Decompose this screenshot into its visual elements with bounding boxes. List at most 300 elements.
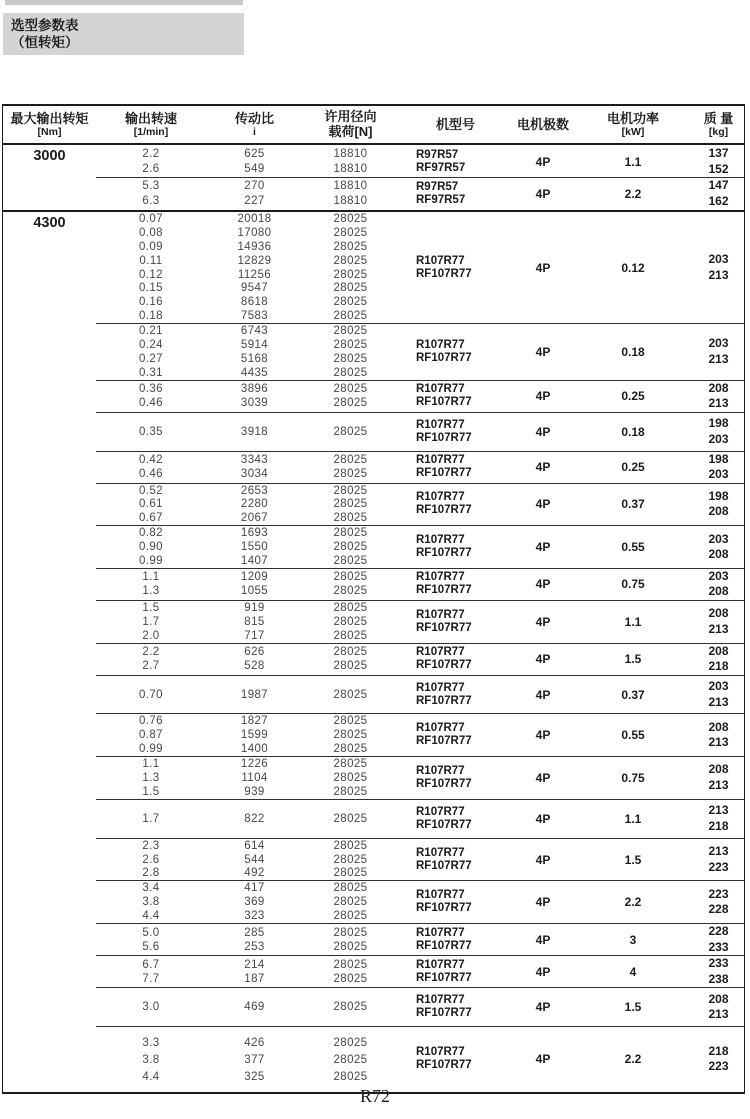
mass-line: 198 — [708, 488, 729, 503]
ratio-value: 369 — [244, 896, 265, 909]
model-line: R107R77 — [416, 889, 465, 902]
table-row — [96, 295, 398, 309]
load-value: 28025 — [333, 498, 368, 511]
ratio-value: 614 — [244, 839, 265, 852]
table-row — [96, 571, 398, 585]
load-value: 28025 — [333, 812, 368, 825]
table-row — [96, 324, 398, 338]
table-row — [96, 785, 398, 799]
speed-value: 0.90 — [139, 541, 163, 554]
model-line: RF107R77 — [416, 351, 472, 364]
table-row — [96, 162, 398, 177]
mass-line: 203 — [708, 467, 729, 482]
poles-value: 4P — [535, 770, 551, 785]
table-block — [96, 1026, 744, 1092]
table-row — [96, 178, 398, 193]
speed-ratio-load-rows — [96, 757, 398, 799]
speed-ratio-load-rows — [96, 958, 398, 986]
power-value: 0.18 — [621, 424, 645, 439]
table-block — [96, 380, 744, 412]
model-name — [398, 383, 513, 409]
speed-value: 2.2 — [142, 147, 160, 160]
table-row — [96, 1052, 398, 1069]
speed-value: 5.3 — [142, 179, 160, 192]
table-row — [96, 226, 398, 240]
table-row — [96, 1035, 398, 1052]
model-line: R107R77 — [416, 764, 465, 777]
model-name — [398, 959, 513, 985]
table-row — [96, 352, 398, 366]
ratio-value: 227 — [244, 195, 265, 208]
model-line: RF107R77 — [416, 659, 472, 672]
ratio-value: 12829 — [237, 254, 272, 267]
load-value: 28025 — [333, 743, 368, 756]
speed-value: 2.7 — [142, 660, 160, 673]
ratio-value: 815 — [244, 615, 265, 628]
ratio-value: 2280 — [240, 498, 269, 511]
model-name — [398, 646, 513, 672]
power-value: 0.25 — [621, 460, 645, 475]
block-info — [398, 452, 744, 483]
poles-value: 4P — [535, 728, 551, 743]
table-block — [96, 987, 744, 1026]
block-info — [398, 803, 744, 834]
table-block — [96, 483, 744, 526]
mass-line: 228 — [708, 924, 729, 939]
table-row — [96, 629, 398, 643]
table-block — [96, 146, 744, 177]
power-value: 0.25 — [621, 389, 645, 404]
mass-line: 218 — [708, 818, 729, 833]
table-row — [96, 146, 398, 161]
ratio-value: 8618 — [240, 296, 269, 309]
table-row — [96, 453, 398, 467]
mass-line: 213 — [708, 803, 729, 818]
load-value: 28025 — [333, 940, 368, 953]
poles-value: 4P — [535, 964, 551, 979]
ratio-value: 11256 — [237, 268, 272, 281]
ratio-value: 3034 — [240, 468, 269, 481]
table-block — [96, 675, 744, 714]
poles-value: 4P — [535, 424, 551, 439]
speed-value: 1.1 — [142, 571, 160, 584]
mass-value — [693, 679, 744, 710]
speed-value: 6.7 — [142, 958, 160, 971]
mass-line: 228 — [708, 902, 729, 917]
ratio-value: 1209 — [240, 571, 269, 584]
block-info — [398, 532, 744, 563]
speed-value: 0.42 — [139, 454, 163, 467]
speed-ratio-load-rows — [96, 926, 398, 954]
mass-line: 233 — [708, 956, 729, 971]
mass-line: 208 — [708, 719, 729, 734]
poles-value: 4P — [535, 540, 551, 555]
mass-line: 213 — [708, 777, 729, 792]
load-value: 28025 — [333, 212, 368, 225]
load-value: 28025 — [333, 366, 368, 379]
ratio-value: 625 — [244, 147, 265, 160]
ratio-value: 528 — [244, 660, 265, 673]
table-row — [96, 212, 398, 226]
speed-ratio-load-rows — [96, 178, 398, 208]
poles-value: 4P — [535, 687, 551, 702]
speed-value: 1.5 — [142, 601, 160, 614]
table-row — [96, 254, 398, 268]
table-row — [96, 615, 398, 629]
ratio-value: 3039 — [240, 397, 269, 410]
block-info — [398, 146, 744, 177]
model-line: RF107R77 — [416, 939, 472, 952]
table-block — [96, 600, 744, 643]
mass-value — [693, 452, 744, 483]
speed-ratio-load-rows — [96, 1027, 398, 1092]
mass-value — [693, 569, 744, 600]
ratio-value: 285 — [244, 926, 265, 939]
mass-value — [693, 803, 744, 834]
load-value: 28025 — [333, 484, 368, 497]
table-body — [3, 145, 744, 1092]
power-value: 0.75 — [621, 770, 645, 785]
ratio-value: 1400 — [240, 743, 269, 756]
model-line: R107R77 — [416, 846, 465, 859]
model-name — [398, 847, 513, 873]
load-value: 28025 — [333, 468, 368, 481]
speed-value: 1.7 — [142, 615, 160, 628]
power-value: 1.1 — [624, 811, 642, 826]
table-row — [96, 881, 398, 895]
block-info — [398, 569, 744, 600]
ratio-value: 1693 — [240, 527, 269, 540]
table-row — [96, 268, 398, 282]
table-row — [96, 909, 398, 923]
table-row — [96, 1069, 398, 1086]
page-number: R72 — [359, 1086, 390, 1106]
ratio-value: 717 — [244, 629, 265, 642]
speed-ratio-load-rows — [96, 676, 398, 714]
ratio-value: 492 — [244, 867, 265, 880]
model-line: RF107R77 — [416, 1059, 472, 1072]
model-line: R107R77 — [416, 958, 465, 971]
ratio-value: 1827 — [240, 715, 269, 728]
header-mass: 质 量 [kg] — [703, 110, 734, 138]
load-value: 28025 — [333, 896, 368, 909]
model-line: RF107R77 — [416, 694, 472, 707]
speed-value: 0.21 — [139, 325, 163, 338]
table-row — [96, 839, 398, 853]
load-value: 28025 — [333, 758, 368, 771]
speed-value: 6.3 — [142, 195, 160, 208]
load-value: 28025 — [333, 226, 368, 239]
mass-value — [693, 336, 744, 367]
load-value: 18810 — [333, 163, 368, 176]
speed-ratio-load-rows — [96, 382, 398, 410]
block-info — [398, 720, 744, 751]
poles-value: 4P — [535, 652, 551, 667]
speed-ratio-load-rows — [96, 324, 398, 380]
load-value: 28025 — [333, 771, 368, 784]
ratio-value: 2067 — [240, 512, 269, 525]
model-name — [398, 255, 513, 281]
table-row — [96, 511, 398, 525]
mass-line: 218 — [708, 659, 729, 674]
speed-ratio-load-rows — [96, 453, 398, 481]
model-name — [398, 994, 513, 1020]
poles-value: 4P — [535, 460, 551, 475]
top-rule — [5, 0, 243, 5]
torque-value: 3000 — [33, 148, 66, 164]
model-name — [398, 339, 513, 365]
ratio-value: 20018 — [237, 212, 272, 225]
mass-line: 203 — [708, 252, 729, 267]
mass-line: 152 — [708, 161, 729, 176]
model-line: RF107R77 — [416, 902, 472, 915]
table-row — [96, 540, 398, 554]
table-row — [96, 366, 398, 380]
model-line: RF107R77 — [416, 971, 472, 984]
speed-value: 0.46 — [139, 397, 163, 410]
mass-value — [693, 992, 744, 1023]
speed-value: 0.67 — [139, 512, 163, 525]
mass-line: 223 — [708, 859, 729, 874]
load-value: 28025 — [333, 853, 368, 866]
mass-value — [693, 252, 744, 283]
speed-value: 4.4 — [142, 910, 160, 923]
mass-line: 203 — [708, 531, 729, 546]
section-tag — [3, 13, 244, 55]
block-info — [398, 762, 744, 793]
mass-line: 213 — [708, 621, 729, 636]
mass-value — [693, 532, 744, 563]
mass-line: 213 — [708, 735, 729, 750]
power-value: 2.2 — [624, 186, 642, 201]
speed-ratio-load-rows — [96, 526, 398, 568]
power-value: 0.75 — [621, 577, 645, 592]
load-value: 28025 — [333, 729, 368, 742]
model-line: R107R77 — [416, 254, 465, 267]
load-value: 28025 — [333, 972, 368, 985]
load-value: 18810 — [333, 195, 368, 208]
mass-line: 208 — [708, 643, 729, 658]
model-line: RF107R77 — [416, 267, 472, 280]
model-name — [398, 889, 513, 915]
block-info — [398, 1044, 744, 1075]
speed-value: 0.07 — [139, 212, 163, 225]
power-value: 0.55 — [621, 540, 645, 555]
speed-value: 0.11 — [139, 254, 163, 267]
table-row — [96, 645, 398, 659]
speed-value: 3.4 — [142, 882, 160, 895]
poles-value: 4P — [535, 186, 551, 201]
mass-line: 208 — [708, 380, 729, 395]
mass-value — [693, 644, 744, 675]
table-block — [96, 955, 744, 987]
model-line: RF107R77 — [416, 467, 472, 480]
load-value: 28025 — [333, 541, 368, 554]
block-info — [398, 924, 744, 955]
block-info — [398, 992, 744, 1023]
model-line: RF107R77 — [416, 859, 472, 872]
load-value: 28025 — [333, 397, 368, 410]
block-info — [398, 887, 744, 918]
table-block — [96, 177, 744, 209]
table-block — [96, 412, 744, 451]
model-name — [398, 571, 513, 597]
speed-value: 7.7 — [142, 972, 160, 985]
load-value: 28025 — [333, 715, 368, 728]
table-row — [96, 497, 398, 511]
load-value: 28025 — [333, 910, 368, 923]
load-value: 28025 — [333, 1001, 368, 1013]
table-row — [96, 554, 398, 568]
speed-ratio-load-rows — [96, 484, 398, 526]
tag-title: 选型参数表 — [11, 18, 79, 33]
ratio-value: 9547 — [240, 282, 269, 295]
ratio-value: 939 — [244, 785, 265, 798]
table-block — [96, 880, 744, 923]
model-line: RF107R77 — [416, 818, 472, 831]
load-value: 28025 — [333, 867, 368, 880]
table-row — [96, 240, 398, 254]
poles-value: 4P — [535, 895, 551, 910]
poles-value: 4P — [535, 260, 551, 275]
ratio-value: 7583 — [240, 310, 269, 323]
power-value: 0.18 — [621, 344, 645, 359]
load-value: 28025 — [333, 882, 368, 895]
model-line: R107R77 — [416, 491, 465, 504]
model-line: R97R57 — [416, 180, 459, 193]
power-value: 1.5 — [624, 652, 642, 667]
mass-line: 208 — [708, 606, 729, 621]
model-line: RF107R77 — [416, 777, 472, 790]
mass-line: 203 — [708, 679, 729, 694]
speed-value: 0.24 — [139, 338, 163, 351]
ratio-value: 1104 — [241, 771, 268, 784]
speed-value: 5.0 — [142, 926, 160, 939]
mass-line: 213 — [708, 694, 729, 709]
speed-value: 0.15 — [139, 282, 163, 295]
table-section — [3, 210, 744, 1092]
speed-value: 1.3 — [142, 771, 160, 784]
load-value: 28025 — [333, 1071, 368, 1084]
load-value: 28025 — [333, 352, 368, 365]
mass-line: 213 — [708, 396, 729, 411]
model-name — [398, 454, 513, 480]
speed-ratio-load-rows — [96, 212, 398, 323]
speed-value: 0.35 — [139, 425, 163, 438]
speed-value: 1.3 — [142, 585, 160, 598]
table-row — [96, 194, 398, 209]
table-block — [96, 713, 744, 756]
table-row — [96, 659, 398, 673]
speed-ratio-load-rows — [96, 800, 398, 838]
ratio-value: 270 — [244, 179, 265, 192]
table-block — [96, 838, 744, 881]
mass-value — [693, 924, 744, 955]
model-line: R107R77 — [416, 646, 465, 659]
speed-value: 1.1 — [142, 758, 160, 771]
model-name — [398, 682, 513, 708]
poles-value: 4P — [535, 154, 551, 169]
speed-ratio-load-rows — [96, 714, 398, 756]
ratio-value: 417 — [244, 882, 265, 895]
ratio-value: 3918 — [240, 425, 269, 438]
poles-value: 4P — [535, 344, 551, 359]
ratio-value: 3343 — [240, 454, 269, 467]
power-value: 0.37 — [621, 687, 645, 702]
model-line: RF107R77 — [416, 584, 472, 597]
model-line: R107R77 — [416, 338, 465, 351]
ratio-value: 1550 — [240, 541, 269, 554]
speed-value: 0.61 — [139, 498, 163, 511]
table-block — [96, 923, 744, 955]
table-row — [96, 958, 398, 972]
table-row — [96, 584, 398, 598]
selection-table — [2, 104, 745, 1094]
ratio-value: 5914 — [240, 338, 269, 351]
model-name — [398, 419, 513, 445]
poles-value: 4P — [535, 852, 551, 867]
load-value: 28025 — [333, 383, 368, 396]
model-line: R107R77 — [416, 681, 465, 694]
poles-value: 4P — [535, 1052, 551, 1067]
block-info — [398, 336, 744, 367]
table-row — [96, 895, 398, 909]
power-value: 1.1 — [624, 154, 642, 169]
poles-value: 4P — [535, 932, 551, 947]
table-block — [96, 212, 744, 323]
mass-line: 203 — [708, 568, 729, 583]
ratio-value: 253 — [244, 940, 265, 953]
ratio-value: 626 — [244, 646, 265, 659]
mass-line: 208 — [708, 504, 729, 519]
speed-value: 2.8 — [142, 867, 160, 880]
speed-ratio-load-rows — [96, 146, 398, 176]
load-value: 28025 — [333, 646, 368, 659]
model-line: RF107R77 — [416, 431, 472, 444]
table-row — [96, 771, 398, 785]
model-name — [398, 1046, 513, 1072]
table-row — [96, 926, 398, 940]
table-section — [3, 145, 744, 210]
header-power: 电机功率 [kW] — [606, 110, 659, 138]
model-name — [398, 927, 513, 953]
ratio-value: 1055 — [240, 585, 269, 598]
speed-value: 0.99 — [139, 743, 163, 756]
block-info — [398, 956, 744, 987]
speed-value: 0.70 — [139, 688, 163, 701]
speed-value: 0.99 — [139, 554, 163, 567]
model-line: RF97R57 — [416, 161, 466, 174]
speed-value: 3.8 — [142, 1054, 160, 1067]
table-row — [96, 484, 398, 498]
load-value: 28025 — [333, 296, 368, 309]
speed-value: 1.7 — [142, 812, 160, 825]
speed-value: 3.3 — [142, 1037, 160, 1050]
speed-value: 0.36 — [139, 383, 163, 396]
speed-value: 0.82 — [139, 527, 163, 540]
ratio-value: 3896 — [240, 383, 269, 396]
table-row — [96, 1000, 398, 1014]
mass-value — [693, 178, 744, 209]
model-line: R97R57 — [416, 148, 459, 161]
mass-value — [693, 956, 744, 987]
speed-ratio-load-rows — [96, 601, 398, 643]
mass-line: 218 — [708, 1043, 729, 1058]
power-value: 1.1 — [624, 614, 642, 629]
ratio-value: 4435 — [240, 366, 269, 379]
model-line: R107R77 — [416, 571, 465, 584]
model-line: RF107R77 — [416, 396, 472, 409]
